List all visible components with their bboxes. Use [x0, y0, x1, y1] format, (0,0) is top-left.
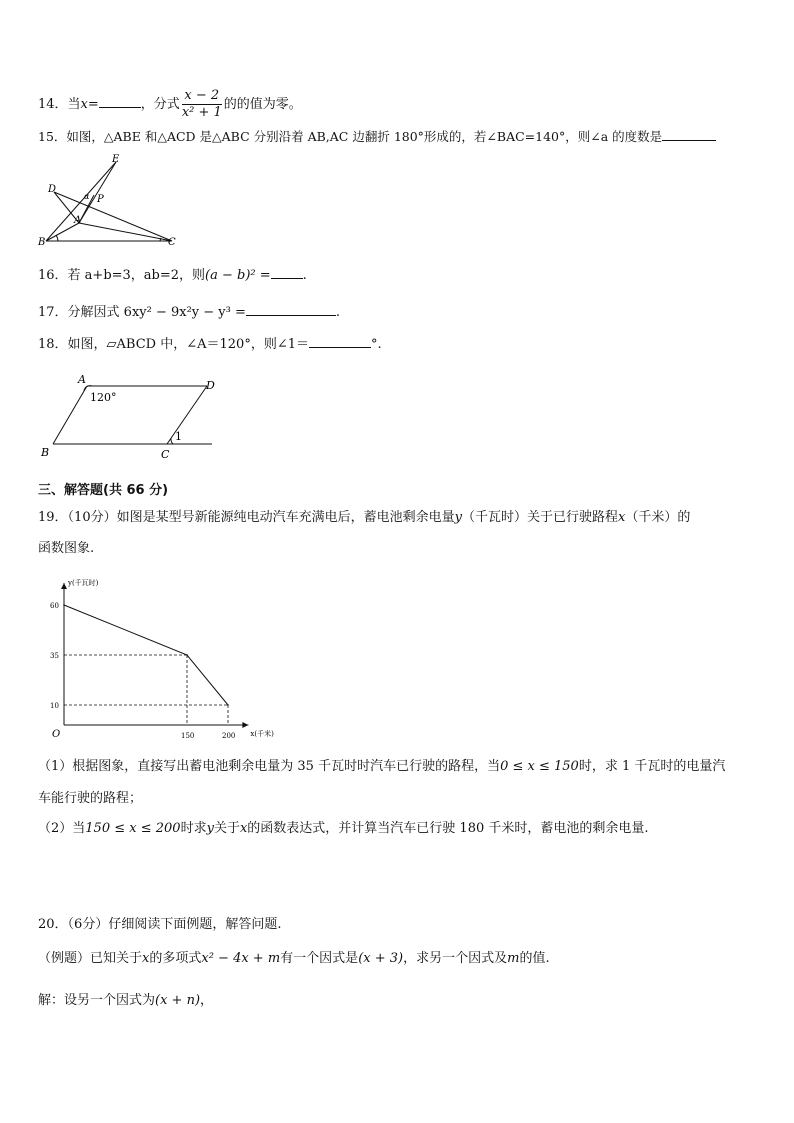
y-tick-label: 35 — [50, 652, 59, 660]
q15-label-e: E — [112, 154, 120, 165]
question-18 — [38, 333, 382, 354]
q15-text: 15．如图，△ABE 和△ACD 是△ABC 分别沿着 AB,AC 边翻折 180°形成的，若∠BAC=140°，则∠a 的度数是 — [38, 129, 663, 144]
question-20-example — [38, 950, 550, 968]
q16-prefix: 16．若 a+b=3，ab=2，则 — [38, 268, 206, 283]
q15-label-c: C — [168, 237, 176, 248]
q20-sol-text-a: 解：设另一个因式为 — [38, 993, 156, 1008]
x-axis-label: x(千米) — [250, 730, 274, 738]
q20-sol-factor: (x + n) — [155, 993, 201, 1008]
q14-mid: ，分式 — [140, 97, 180, 112]
q15-label-b: B — [38, 237, 46, 248]
q15-label-p: P — [97, 194, 104, 205]
data-point — [227, 704, 229, 706]
section-title: 三、解答题(共 66 分) — [38, 483, 169, 498]
q19-sub2-text-b: 时求 — [180, 821, 207, 836]
q14-eq: = — [87, 97, 99, 112]
q18-label-one: 1 — [175, 430, 182, 443]
question-19-line1 — [38, 509, 690, 527]
x-axis-arrow — [242, 722, 248, 728]
q14-answer-blank[interactable] — [99, 93, 141, 108]
q15-seg-dc — [54, 192, 172, 241]
q19-text-b: （千瓦时）关于已行驶路程 — [461, 510, 618, 525]
q15-seg-be — [46, 162, 116, 241]
q20-ex-factor: (x + 3) — [358, 951, 404, 966]
q18-seg-dc — [167, 386, 207, 444]
x-tick-label: 150 — [181, 732, 195, 740]
q18-label-c: C — [161, 448, 170, 461]
data-point — [186, 654, 188, 656]
q18-answer-blank[interactable] — [309, 333, 371, 348]
q20-ex-text-b: 的多项式 — [149, 951, 202, 966]
q20-ex-text-d: ，求另一个因式及 — [403, 951, 508, 966]
q15-angle-b-arc — [56, 235, 58, 241]
question-19-sub2 — [38, 820, 649, 838]
q15-seg-ac — [79, 223, 172, 241]
q14-suffix: 的的值为零。 — [223, 97, 302, 112]
q17-suffix: . — [335, 305, 341, 320]
q14-denominator: x² + 1 — [181, 105, 222, 120]
q19-text-a: 19．（10分）如图是某型号新能源纯电动汽车充满电后，蓄电池剩余电量 — [38, 510, 455, 525]
q17-prefix: 17．分解因式 6xy² − 9x²y − y³ = — [38, 305, 246, 320]
question-16 — [38, 264, 307, 285]
q19-var-y: y — [454, 510, 462, 525]
q19-sub2-text-c: 关于 — [213, 821, 240, 836]
question-19-line2: 函数图象. — [38, 541, 95, 556]
origin-label: O — [52, 729, 61, 740]
q16-suffix: . — [302, 268, 307, 283]
q18-label-angle: 120° — [90, 391, 117, 404]
q14-var: x — [80, 97, 88, 112]
q18-figure — [36, 372, 226, 464]
q14-numerator: x − 2 — [182, 88, 222, 105]
q15-answer-blank[interactable] — [662, 126, 716, 141]
x-tick-label: 200 — [222, 732, 236, 740]
question-19-sub1 — [38, 758, 725, 776]
q20-ex-text-e: 的值. — [519, 951, 550, 966]
q19-text-c: （千米）的 — [625, 510, 691, 525]
q15-figure — [36, 150, 186, 250]
q16-expression: (a − b)² = — [205, 268, 271, 283]
q20-sol-text-b: ， — [200, 993, 214, 1008]
q20-ex-var-x: x — [142, 951, 150, 966]
q20-ex-var-m: m — [507, 951, 520, 966]
q18-suffix: °. — [370, 337, 382, 352]
question-19-sub1-line2: 车能行驶的路程； — [38, 791, 143, 806]
q18-angle-1-arc — [171, 438, 173, 444]
q18-prefix: 18．如图，▱ABCD 中，∠A＝120°，则∠1＝ — [38, 337, 309, 352]
q19-sub2-text-d: 的函数表达式，并计算当汽车已行驶 180 千米时，蓄电池的剩余电量. — [247, 821, 649, 836]
q19-sub1-text-a: （1）根据图象，直接写出蓄电池剩余电量为 35 千瓦时时汽车已行驶的路程，当 — [38, 759, 501, 774]
question-15 — [38, 126, 716, 146]
q18-label-d: D — [206, 379, 215, 392]
q16-answer-blank[interactable] — [271, 264, 303, 279]
q19-chart — [36, 579, 274, 744]
q18-seg-ab — [53, 386, 87, 444]
q15-label-a: A — [74, 215, 82, 226]
q19-sub2-text-a: （2）当 — [38, 821, 86, 836]
q19-sub2-var-y: y — [206, 821, 214, 836]
question-20-line1: 20．（6分）仔细阅读下面例题，解答问题. — [38, 917, 282, 932]
question-20-solution — [38, 992, 213, 1010]
q19-var-x: x — [617, 510, 626, 525]
q14-fraction — [182, 88, 222, 121]
data-point — [63, 604, 65, 606]
question-14 — [38, 88, 302, 121]
q19-sub2-condition: 150 ≤ x ≤ 200 — [85, 821, 181, 836]
question-17 — [38, 301, 340, 322]
y-tick-label: 10 — [50, 702, 59, 710]
q19-sub2-var-x: x — [239, 821, 248, 836]
q19-sub1-condition: 0 ≤ x ≤ 150 — [500, 759, 579, 774]
q18-label-a: A — [78, 373, 86, 386]
q15-label-d: D — [48, 184, 57, 195]
y-axis-arrow — [61, 583, 67, 589]
q19-sub1-text-b: 时，求 1 千瓦时的电量汽 — [578, 759, 726, 774]
q20-ex-text-a: （例题）已知关于 — [38, 951, 143, 966]
q20-ex-poly: x² − 4x + m — [201, 951, 281, 966]
q20-ex-text-c: 有一个因式是 — [280, 951, 359, 966]
q18-label-b: B — [41, 446, 50, 459]
y-tick-label: 60 — [50, 602, 59, 610]
q14-prefix: 14．当 — [38, 97, 81, 112]
q17-answer-blank[interactable] — [246, 301, 336, 316]
y-axis-label: y(千瓦时) — [68, 579, 99, 587]
q15-label-alpha: α — [84, 192, 90, 201]
